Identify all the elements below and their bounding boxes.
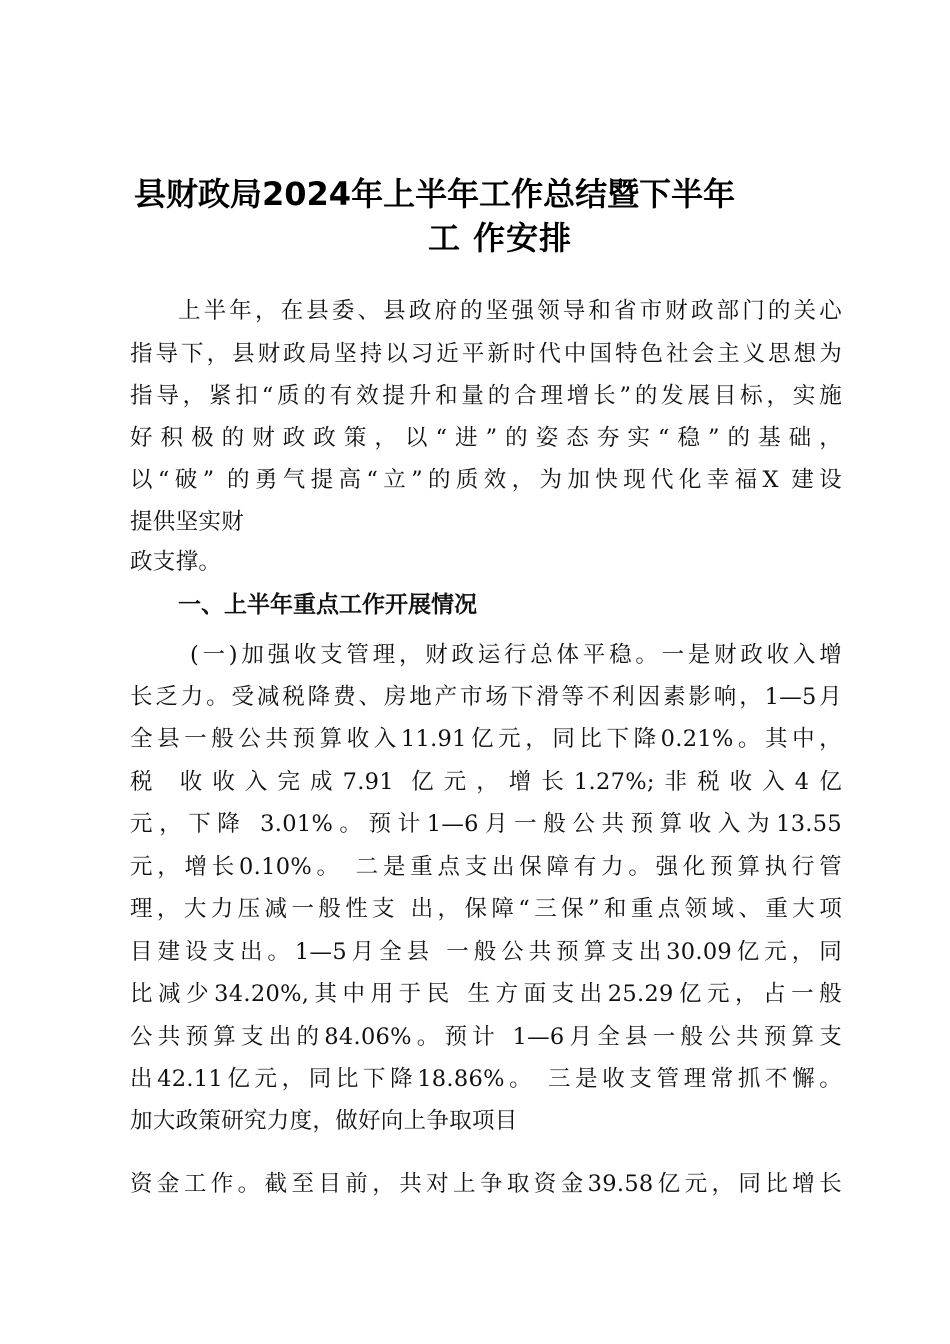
document-title-line-1: 县财政局2024年上半年工作总结暨下半年: [134, 175, 736, 213]
section-heading: 一、上半年重点工作开展情况: [178, 592, 477, 618]
intro-line: 政支撑。: [130, 549, 222, 575]
intro-line: 指导下，县财政局坚持以习近平新时代中国特色社会主义思想为: [130, 341, 842, 367]
intro-line: 上半年，在县委、县政府的坚强领导和省市财政部门的关心: [178, 298, 842, 324]
intro-line: 以“破” 的勇气提高“立”的质效，为加快现代化幸福X 建设: [130, 467, 842, 493]
body-line: 长乏力。受减税降费、房地产市场下滑等不利因素影响，1—5月: [130, 684, 842, 710]
body-line: 比减少34.20%,其中用于民 生方面支出25.29亿元，占一般: [130, 981, 842, 1007]
body-line: 元，增长0.10%。 二是重点支出保障有力。强化预算执行管: [130, 854, 842, 880]
body-line: 公共预算支出的84.06%。预计 1—6月全县一般公共预算支: [130, 1024, 842, 1050]
body-line: 全县一般公共预算收入11.91亿元，同比下降0.21%。其中，: [130, 726, 842, 752]
body-line: 资金工作。截至目前，共对上争取资金39.58亿元，同比增长: [130, 1171, 842, 1197]
intro-line: 好积极的财政政策，以“进”的姿态夯实“稳”的基础，: [130, 425, 842, 451]
intro-line: 提供坚实财: [130, 509, 245, 535]
body-line: 理，大力压减一般性支 出，保障“三保”和重点领域、重大项: [130, 896, 842, 922]
body-line: 目建设支出。1—5月全县 一般公共预算支出30.09亿元，同: [130, 939, 842, 965]
intro-line: 指导，紧扣“质的有效提升和量的合理增长”的发展目标，实施: [130, 383, 842, 409]
body-line: 税 收收入完成7.91 亿元，增长1.27%;非税收入4亿: [130, 769, 842, 795]
body-line: 元，下降 3.01%。预计1—6月一般公共预算收入为13.55: [130, 811, 842, 837]
body-line: 出42.11亿元，同比下降18.86%。 三是收支管理常抓不懈。: [130, 1066, 842, 1092]
document-title-line-2: 工 作安排: [428, 219, 573, 257]
body-line: (一)加强收支管理，财政运行总体平稳。一是财政收入增: [190, 642, 842, 668]
body-line: 加大政策研究力度，做好向上争取项目: [130, 1108, 518, 1134]
